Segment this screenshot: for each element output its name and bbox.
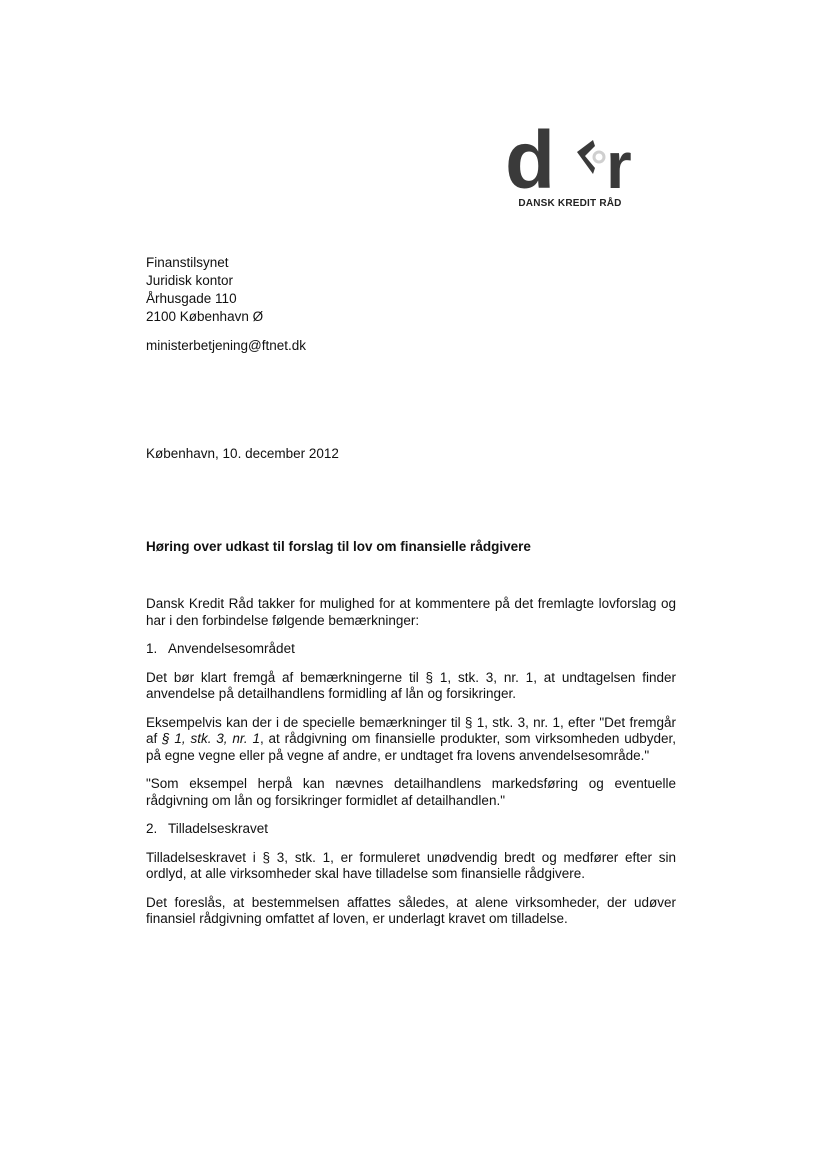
section-1-title: Anvendelsesområdet (168, 641, 295, 656)
recipient-city: 2100 København Ø (146, 309, 264, 324)
logo-letter-d: d (505, 118, 556, 198)
letter-body (146, 596, 676, 940)
section-2-number: 2. (146, 821, 158, 836)
section-2-paragraph-1: Tilladelseskravet i § 3, stk. 1, er formuleret unødvendig bredt og medfører efter sin ordlyd, at alle virksomheder skal have tilladelse som finansielle rådgivere. (146, 849, 676, 881)
section-1-paragraph-1: Det bør klart fremgå af bemærkningerne til § 1, stk. 3, nr. 1, at undtagelsen finder anvendelse på detailhandlens formidling af lån og forsikringer. (146, 669, 676, 701)
section-1-heading (146, 641, 676, 658)
recipient-email: ministerbetjening@ftnet.dk (146, 338, 307, 353)
section-1-number: 1. (146, 641, 158, 656)
logo-chevron-icon (577, 140, 595, 174)
section-2-paragraph-2: Det foreslås, at bestemmelsen affattes således, at alene virksomheder, der udøver finansiel rådgivning omfattet af loven, er underlagt kravet om tilladelse. (146, 894, 676, 926)
intro-paragraph: Dansk Kredit Råd takker for mulighed for at kommentere på det fremlagte lovforslag og har i den forbindelse følgende bemærkninger: (146, 596, 676, 628)
letter-subject: Høring over udkast til forslag til lov om finansielle rådgivere (146, 539, 531, 554)
section-1-paragraph-2-italic: § 1, stk. 3, nr. 1 (162, 731, 260, 746)
dansk-kredit-raad-logo (505, 118, 645, 218)
logo-caption: DANSK KREDIT RÅD (518, 198, 622, 209)
recipient-street: Århusgade 110 (146, 291, 237, 306)
letter-date: København, 10. december 2012 (146, 446, 339, 461)
logo-ring-icon (594, 152, 604, 162)
recipient-address (146, 254, 263, 326)
logo-letter-r: r (606, 128, 632, 198)
section-1-paragraph-2-part-b: , at rådgivning om finansielle produkter, som virksomheden udbyder, på egne vegne eller på vegne af andre, er undtaget fra lovens anvendelsesområde." (146, 731, 676, 763)
section-1-paragraph-3: "Som eksempel herpå kan nævnes detailhandlens markedsføring og eventuelle rådgivning om lån og forsikringer formidlet af detailhandlen." (146, 776, 676, 808)
section-2-heading (146, 821, 676, 838)
section-2-title: Tilladelseskravet (168, 821, 269, 836)
recipient-name: Finanstilsynet (146, 255, 229, 270)
section-1-paragraph-2 (146, 715, 676, 765)
recipient-department: Juridisk kontor (146, 273, 234, 288)
section-1-paragraph-2-part-a: Eksempelvis kan der i de specielle bemærkninger til § 1, stk. 3, nr. 1, efter "Det fremgår af (146, 714, 676, 746)
logo-mark (505, 118, 645, 198)
